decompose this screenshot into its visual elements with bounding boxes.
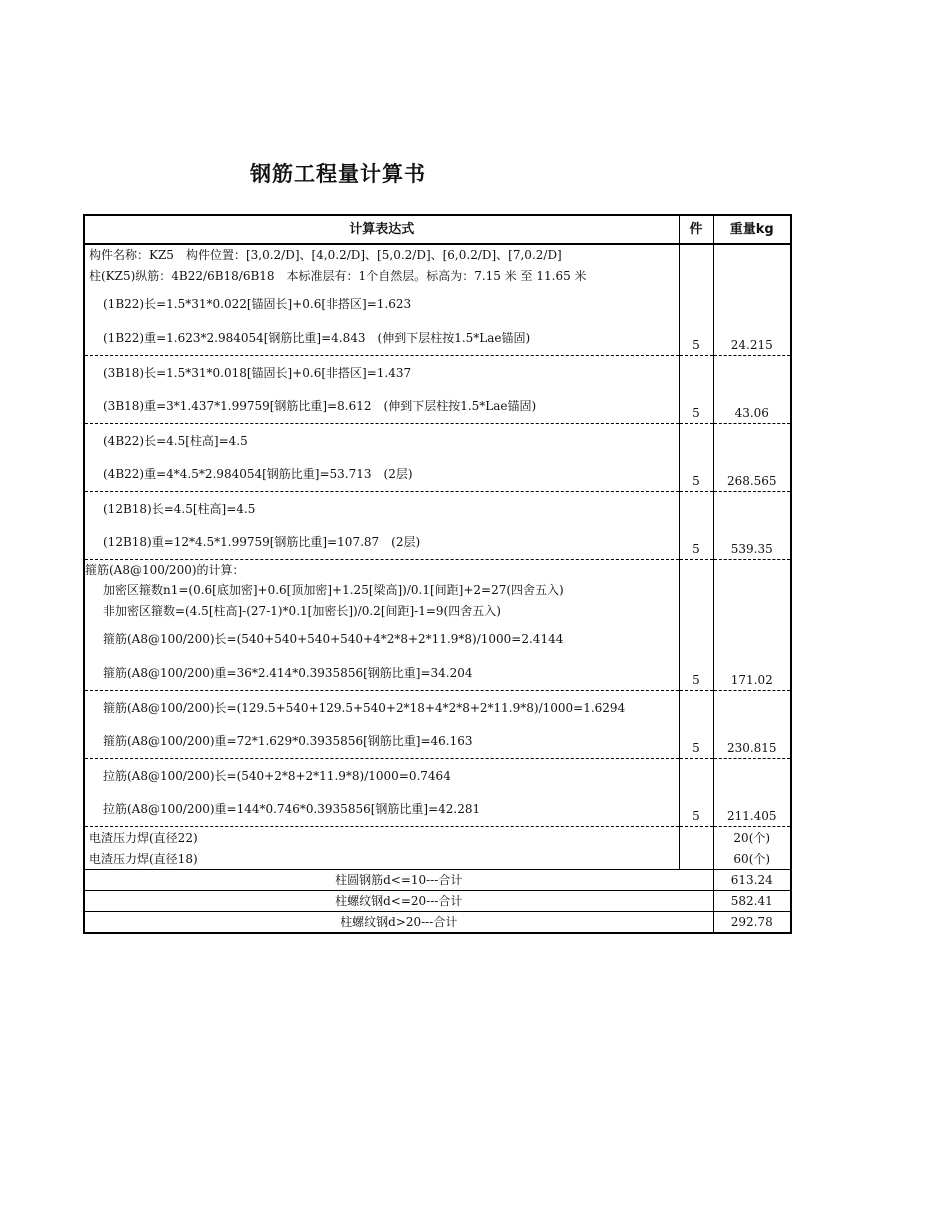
expression-line: (4B22)长=4.5[柱高]=4.5 (103, 434, 248, 448)
expression-cell (84, 691, 679, 759)
total-value: 613.24 (713, 870, 791, 891)
count-cell: 5 (679, 759, 713, 827)
count-cell: 5 (679, 424, 713, 492)
count-cell: 5 (679, 560, 713, 691)
expression-line: 箍筋(A8@100/200)长=(129.5+540+129.5+540+2*18+4*2*8+2*11.9*8)/1000=1.6294 (103, 701, 626, 715)
expression-line: (12B18)长=4.5[柱高]=4.5 (103, 502, 256, 516)
expression-line: 箍筋(A8@100/200)重=72*1.629*0.3935856[钢筋比重]=46.163 (103, 734, 473, 748)
expression-line: (1B22)重=1.623*2.984054[钢筋比重]=4.843 (伸到下层柱按1.5*Lae锚固) (103, 331, 531, 345)
count-cell: 5 (679, 356, 713, 424)
table-row (84, 424, 791, 492)
total-value: 582.41 (713, 891, 791, 912)
count-cell: 5 (679, 691, 713, 759)
expression-line (85, 560, 679, 580)
total-row (84, 912, 791, 934)
weight-cell: 230.815 (713, 691, 791, 759)
weld-label (84, 848, 679, 870)
expression-line: 非加密区箍数=(4.5[柱高]-(27-1)*0.1[加密长])/0.2[间距]-1=9(四舍五入) (103, 604, 501, 618)
page-title: 钢筋工程量计算书 (250, 162, 426, 186)
table-row (84, 691, 791, 759)
weld-value: 20(个) (713, 827, 791, 849)
expression-line: 箍筋(A8@100/200)重=36*2.414*0.3935856[钢筋比重]=34.204 (103, 666, 473, 680)
calculation-table (83, 214, 792, 934)
weld-row (84, 848, 791, 870)
weight-cell: 24.215 (713, 244, 791, 356)
expression-line: 拉筋(A8@100/200)重=144*0.746*0.3935856[钢筋比重]=42.281 (103, 802, 481, 816)
expression-cell (84, 560, 679, 691)
expression-cell (84, 424, 679, 492)
header-weight: 重量kg (713, 215, 791, 244)
weld-row (84, 827, 791, 849)
total-label: 柱螺纹钢d>20---合计 (84, 912, 713, 934)
weight-cell: 268.565 (713, 424, 791, 492)
expression-line: (3B18)长=1.5*31*0.018[锚固长]+0.6[非搭区]=1.437 (103, 366, 412, 380)
weight-cell: 539.35 (713, 492, 791, 560)
count-cell: 5 (679, 492, 713, 560)
table-row (84, 356, 791, 424)
expression-cell (84, 492, 679, 560)
table-row (84, 492, 791, 560)
weld-value: 60(个) (713, 848, 791, 870)
total-label: 柱圆钢筋d<=10---合计 (84, 870, 713, 891)
expression-line: 加密区箍数n1=(0.6[底加密]+0.6[顶加密]+1.25[梁高])/0.1[间距]+2=27(四舍五入) (103, 583, 564, 597)
total-value: 292.78 (713, 912, 791, 934)
expression-line: 箍筋(A8@100/200)长=(540+540+540+540+4*2*8+2*11.9*8)/1000=2.4144 (103, 632, 564, 646)
table-header-row (84, 215, 791, 244)
total-label: 柱螺纹钢d<=20---合计 (84, 891, 713, 912)
expression-line: (3B18)重=3*1.437*1.99759[钢筋比重]=8.612 (伸到下层柱按1.5*Lae锚固) (103, 399, 537, 413)
weight-cell: 43.06 (713, 356, 791, 424)
expression-cell (84, 356, 679, 424)
count-cell: 5 (679, 244, 713, 356)
expression-cell (84, 759, 679, 827)
table-row (84, 560, 791, 691)
expression-line: 拉筋(A8@100/200)长=(540+2*8+2*11.9*8)/1000=0.7464 (103, 769, 451, 783)
expression-line: (4B22)重=4*4.5*2.984054[钢筋比重]=53.713 (2层) (103, 467, 413, 481)
calculation-sheet (83, 214, 790, 934)
expression-line: 构件名称：KZ5 构件位置：[3,0.2/D]、[4,0.2/D]、[5,0.2/D]、[6,0.2/D]、[7,0.2/D] (89, 248, 562, 262)
total-row (84, 891, 791, 912)
weld-count-cell (679, 848, 713, 870)
weight-cell: 211.405 (713, 759, 791, 827)
header-count: 件 (679, 215, 713, 244)
expression-line: (12B18)重=12*4.5*1.99759[钢筋比重]=107.87 (2层) (103, 535, 421, 549)
total-row (84, 870, 791, 891)
expression-line: (1B22)长=1.5*31*0.022[锚固长]+0.6[非搭区]=1.623 (103, 297, 412, 311)
expression-text: 箍筋(A8@100/200)的计算： (85, 563, 245, 577)
expression-line: 柱(KZ5)纵筋：4B22/6B18/6B18 本标准层有：1个自然层。标高为：7.15 米 至 11.65 米 (89, 269, 587, 283)
weight-cell: 171.02 (713, 560, 791, 691)
expression-cell (84, 244, 679, 356)
weld-label-text: 电渣压力焊(直径22) (89, 830, 198, 845)
weld-label (84, 827, 679, 849)
weld-count-cell (679, 827, 713, 849)
table-row (84, 759, 791, 827)
table-row (84, 244, 791, 356)
weld-label-text: 电渣压力焊(直径18) (89, 851, 198, 866)
header-expression: 计算表达式 (84, 215, 679, 244)
